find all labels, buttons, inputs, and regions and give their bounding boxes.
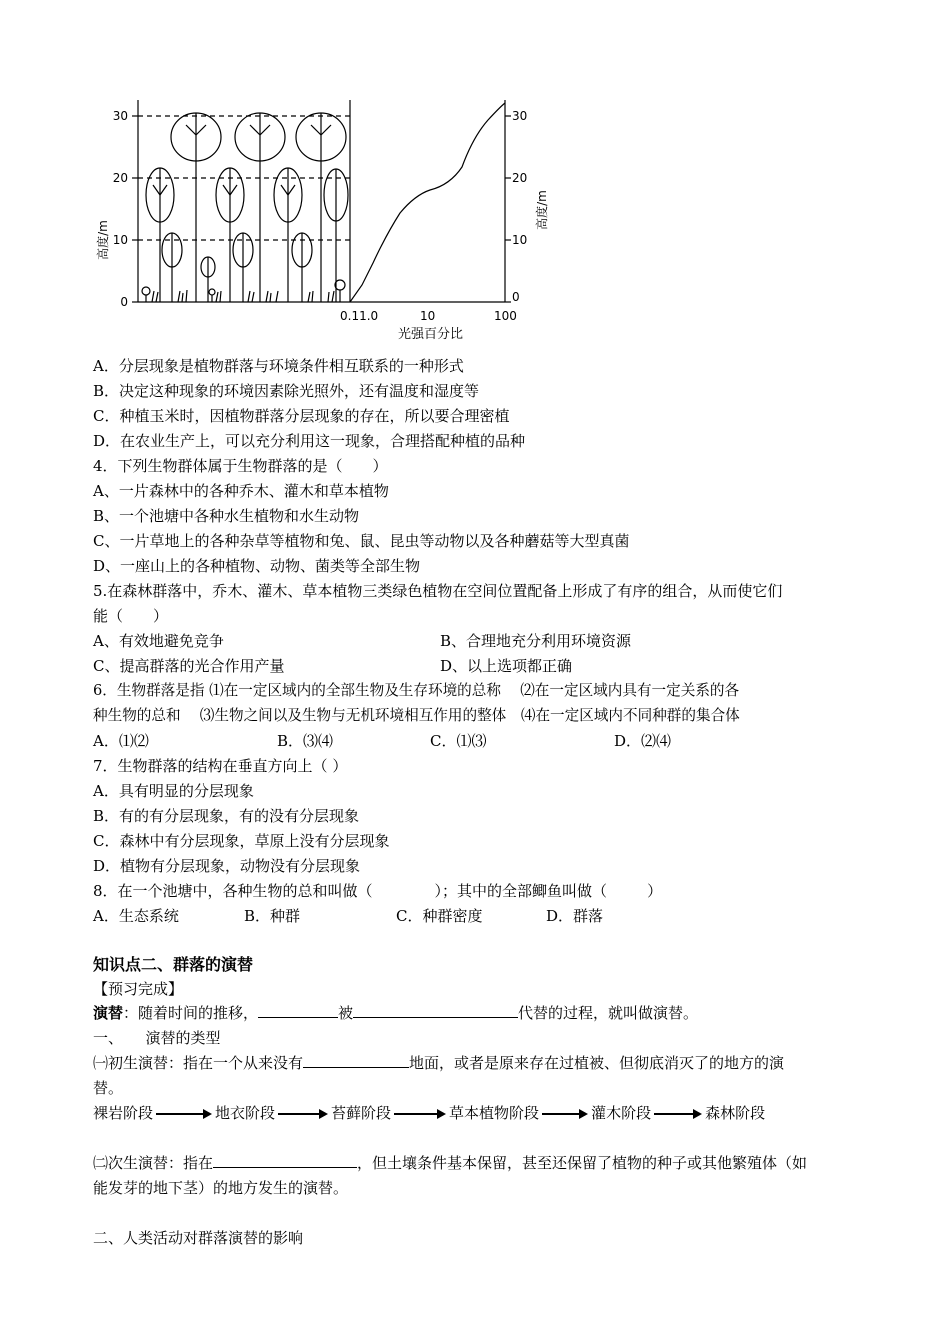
y-tick-left: 30 bbox=[112, 109, 128, 123]
primary-text: 地面，或者是原来存在过植被、但彻底消灭了的地方的演 bbox=[409, 1054, 785, 1072]
y-tick-right: 0 bbox=[512, 290, 520, 304]
q8-option-b: B．种群 bbox=[244, 907, 301, 925]
q5-option-a: A、有效地避免竞争 bbox=[93, 632, 224, 650]
y-tick-left: 20 bbox=[112, 171, 128, 185]
stage-label: 灌木阶段 bbox=[591, 1104, 652, 1122]
arrow-icon bbox=[156, 1109, 212, 1119]
q8-stem-part: ） bbox=[647, 882, 663, 900]
stage-label: 地衣阶段 bbox=[215, 1104, 276, 1122]
y-tick-left: 0 bbox=[120, 295, 128, 309]
section-title: 知识点二、群落的演替 bbox=[93, 955, 254, 974]
q3-option-c: C．种植玉米时，因植物群落分层现象的存在，所以要合理密植 bbox=[93, 407, 510, 425]
fill-blank[interactable] bbox=[303, 1053, 409, 1068]
q4-option-a: A、一片森林中的各种乔木、灌木和草本植物 bbox=[93, 482, 389, 500]
q8-stem bbox=[93, 881, 662, 901]
primary-text: ㈠初生演替：指在一个从来没有 bbox=[93, 1054, 304, 1072]
x-tick: 0.11.0 bbox=[340, 309, 379, 323]
q6-option-a: A．⑴⑵ bbox=[93, 732, 149, 750]
q6-option-d: D．⑵⑷ bbox=[614, 732, 672, 750]
q4-stem: 4．下列生物群体属于生物群落的是（ ） bbox=[93, 457, 388, 475]
shrub bbox=[162, 233, 182, 302]
arrow-icon bbox=[654, 1109, 702, 1119]
y-axis-label-left: 高度/m bbox=[96, 220, 110, 260]
q8-option-a: A．生态系统 bbox=[93, 907, 179, 925]
fill-blank[interactable] bbox=[258, 1003, 338, 1018]
stage-label: 森林阶段 bbox=[705, 1104, 766, 1122]
tall-tree bbox=[296, 113, 346, 302]
q6-stem-cont: 种生物的总和 ⑶生物之间以及生物与无机环境相互作用的整体 ⑷在一定区域内不同种群的集合体 bbox=[93, 707, 740, 724]
arrow-icon bbox=[278, 1109, 328, 1119]
q5-stem: 5.在森林群落中，乔木、灌木、草本植物三类绿色植物在空间位置配备上形成了有序的组合，从而使它们 bbox=[93, 582, 783, 600]
stage-label: 裸岩阶段 bbox=[93, 1104, 154, 1122]
shrub bbox=[292, 233, 312, 302]
light-curve-line bbox=[350, 103, 505, 302]
preview-label: 【预习完成】 bbox=[93, 980, 184, 998]
y-tick-right: 10 bbox=[512, 233, 528, 247]
definition-text: 被 bbox=[338, 1004, 354, 1022]
fill-blank[interactable] bbox=[353, 1003, 518, 1018]
definition-term: 演替 bbox=[93, 1004, 124, 1022]
human-impact-heading: 二、人类活动对群落演替的影响 bbox=[93, 1229, 304, 1247]
y-tick-left: 10 bbox=[112, 233, 128, 247]
x-tick: 10 bbox=[420, 309, 436, 323]
forest-diagram bbox=[132, 100, 350, 302]
q7-option-b: B．有的有分层现象，有的没有分层现象 bbox=[93, 807, 360, 825]
q3-option-b: B．决定这种现象的环境因素除光照外，还有温度和湿度等 bbox=[93, 382, 480, 400]
y-tick-right: 20 bbox=[512, 171, 528, 185]
q8-stem-part: ）；其中的全部鲫鱼叫做（ bbox=[434, 882, 608, 900]
mid-tree bbox=[216, 168, 244, 302]
primary-text-cont: 替。 bbox=[93, 1079, 124, 1097]
q3-option-d: D．在农业生产上，可以充分利用这一现象，合理搭配种植的品种 bbox=[93, 432, 526, 450]
types-heading: 一、 演替的类型 bbox=[93, 1029, 221, 1047]
q4-option-b: B、一个池塘中各种水生植物和水生动物 bbox=[93, 507, 360, 525]
x-axis-label: 光强百分比 bbox=[398, 327, 464, 342]
q3-option-a: A．分层现象是植物群落与环境条件相互联系的一种形式 bbox=[93, 357, 464, 375]
definition-text: ：随着时间的推移， bbox=[123, 1004, 259, 1022]
y-axis-label-right: 高度/m bbox=[535, 190, 549, 230]
secondary-text: ，但土壤条件基本保留，甚至还保留了植物的种子或其他繁殖体（如 bbox=[357, 1154, 808, 1172]
q4-option-c: C、一片草地上的各种杂草等植物和兔、鼠、昆虫等动物以及各种蘑菇等大型真菌 bbox=[93, 532, 630, 550]
light-curve-chart bbox=[350, 100, 511, 302]
q8-option-c: C．种群密度 bbox=[396, 907, 483, 925]
mid-tree bbox=[146, 168, 174, 302]
secondary-text: ㈡次生演替：指在 bbox=[93, 1154, 214, 1172]
secondary-text-cont: 能发芽的地下茎）的地方发生的演替。 bbox=[93, 1179, 349, 1197]
q8-stem-part: 8．在一个池塘中，各种生物的总和叫做（ bbox=[93, 882, 373, 900]
q5-option-b: B、合理地充分利用环境资源 bbox=[440, 632, 632, 650]
succession-definition bbox=[93, 1003, 698, 1023]
fill-blank[interactable] bbox=[213, 1153, 357, 1168]
q5-stem-cont: 能（ ） bbox=[93, 607, 169, 625]
q5-option-c: C、提高群落的光合作用产量 bbox=[93, 657, 285, 675]
forest-stratification-figure bbox=[90, 95, 550, 345]
q7-option-c: C．森林中有分层现象，草原上没有分层现象 bbox=[93, 832, 390, 850]
q6-option-c: C．⑴⑶ bbox=[430, 732, 487, 750]
x-tick: 100 bbox=[494, 309, 517, 323]
q6-stem: 6．生物群落是指 ⑴在一定区域内的全部生物及生存环境的总称 ⑵在一定区域内具有一定关系的各 bbox=[93, 682, 740, 699]
definition-text: 代替的过程，就叫做演替。 bbox=[518, 1004, 699, 1022]
q8-option-d: D．群落 bbox=[546, 907, 604, 925]
y-tick-right: 30 bbox=[512, 109, 528, 123]
q6-option-b: B．⑶⑷ bbox=[277, 732, 334, 750]
stage-label: 苔藓阶段 bbox=[331, 1104, 392, 1122]
q7-option-d: D．植物有分层现象，动物没有分层现象 bbox=[93, 857, 361, 875]
stage-label: 草本植物阶段 bbox=[449, 1104, 540, 1122]
q5-option-d: D、以上选项都正确 bbox=[440, 657, 573, 675]
q7-option-a: A．具有明显的分层现象 bbox=[93, 782, 254, 800]
secondary-succession bbox=[93, 1153, 807, 1173]
primary-succession bbox=[93, 1053, 784, 1073]
succession-stages bbox=[93, 1103, 765, 1123]
q7-stem: 7．生物群落的结构在垂直方向上（ ） bbox=[93, 757, 348, 775]
arrow-icon bbox=[394, 1109, 446, 1119]
q4-option-d: D、一座山上的各种植物、动物、菌类等全部生物 bbox=[93, 557, 421, 575]
arrow-icon bbox=[542, 1109, 588, 1119]
